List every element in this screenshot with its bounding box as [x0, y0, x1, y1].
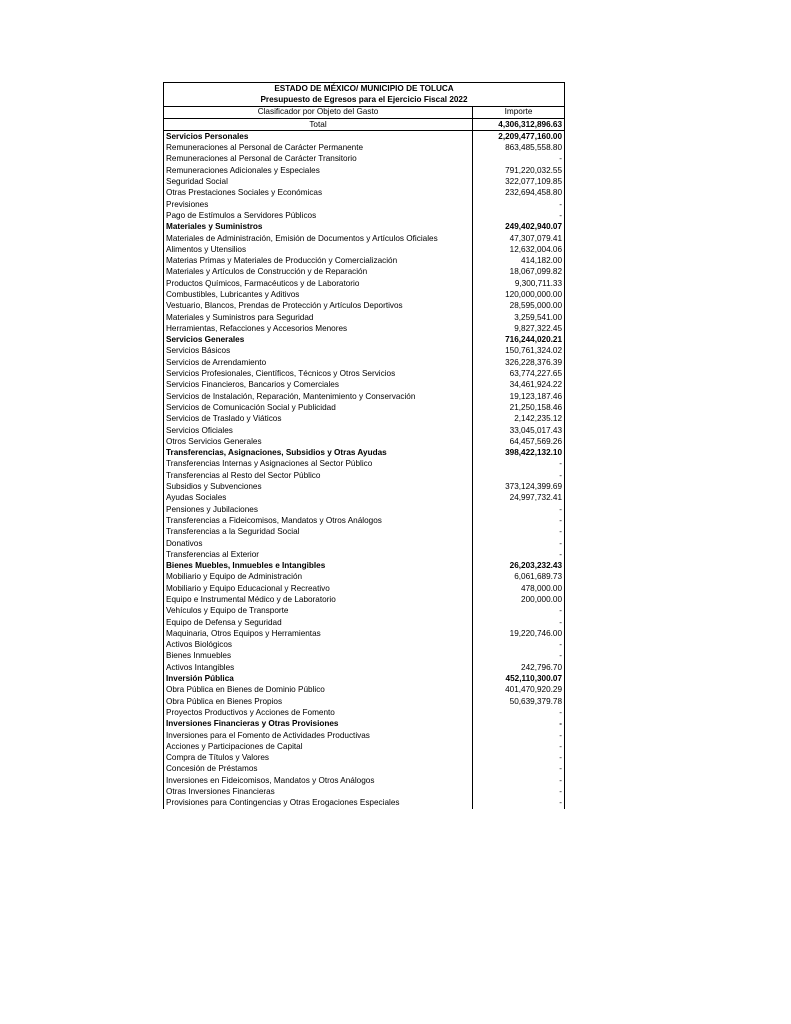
table-row: [164, 493, 565, 504]
table-row: [164, 741, 565, 752]
row-amount: 478,000.00: [473, 583, 565, 594]
table-row: [164, 662, 565, 673]
row-amount: 2,209,477,160.00: [473, 131, 565, 143]
row-label: Obra Pública en Bienes de Dominio Público: [164, 685, 473, 696]
table-row: [164, 391, 565, 402]
row-label: Bienes Muebles, Inmuebles e Intangibles: [164, 560, 473, 571]
row-amount: -: [473, 470, 565, 481]
table-row: [164, 640, 565, 651]
table-row: [164, 323, 565, 334]
row-amount: -: [473, 154, 565, 165]
row-amount: 120,000,000.00: [473, 289, 565, 300]
row-label: Activos Intangibles: [164, 662, 473, 673]
row-amount: 232,694,458.80: [473, 188, 565, 199]
table-row: [164, 425, 565, 436]
row-label: Obra Pública en Bienes Propios: [164, 696, 473, 707]
row-amount: -: [473, 640, 565, 651]
row-label: Materias Primas y Materiales de Producción y Comercialización: [164, 255, 473, 266]
row-label: Ayudas Sociales: [164, 493, 473, 504]
row-amount: 26,203,232.43: [473, 560, 565, 571]
table-row: [164, 606, 565, 617]
row-amount: -: [473, 764, 565, 775]
row-amount: -: [473, 798, 565, 809]
row-amount: -: [473, 707, 565, 718]
row-label: Alimentos y Utensilios: [164, 244, 473, 255]
row-label: Vehículos y Equipo de Transporte: [164, 606, 473, 617]
row-label: Servicios Básicos: [164, 346, 473, 357]
row-label: Servicios Personales: [164, 131, 473, 143]
row-label: Transferencias, Asignaciones, Subsidios y Otras Ayudas: [164, 448, 473, 459]
row-label: Subsidios y Subvenciones: [164, 481, 473, 492]
row-label: Acciones y Participaciones de Capital: [164, 741, 473, 752]
row-amount: -: [473, 719, 565, 730]
row-amount: 2,142,235.12: [473, 414, 565, 425]
row-amount: -: [473, 199, 565, 210]
category-row: [164, 719, 565, 730]
budget-table: [163, 82, 565, 809]
row-amount: 18,067,099.82: [473, 267, 565, 278]
row-label: Pensiones y Jubilaciones: [164, 504, 473, 515]
row-label: Servicios Oficiales: [164, 425, 473, 436]
row-amount: 200,000.00: [473, 594, 565, 605]
row-amount: -: [473, 753, 565, 764]
row-label: Materiales y Suministros: [164, 222, 473, 233]
row-amount: 34,461,924.22: [473, 380, 565, 391]
table-row: [164, 594, 565, 605]
table-row: [164, 504, 565, 515]
total-label: Total: [164, 118, 473, 130]
row-amount: -: [473, 606, 565, 617]
row-label: Materiales y Artículos de Construcción y de Reparación: [164, 267, 473, 278]
row-label: Otras Prestaciones Sociales y Económicas: [164, 188, 473, 199]
row-label: Otras Inversiones Financieras: [164, 786, 473, 797]
row-label: Equipo de Defensa y Seguridad: [164, 617, 473, 628]
row-label: Pago de Estímulos a Servidores Públicos: [164, 210, 473, 221]
category-row: [164, 673, 565, 684]
table-row: [164, 764, 565, 775]
document-title: ESTADO DE MÉXICO/ MUNICIPIO DE TOLUCA: [164, 83, 565, 95]
row-amount: 28,595,000.00: [473, 301, 565, 312]
row-label: Previsiones: [164, 199, 473, 210]
table-row: [164, 798, 565, 809]
table-row: [164, 515, 565, 526]
row-amount: -: [473, 549, 565, 560]
table-row: [164, 255, 565, 266]
row-label: Materiales de Administración, Emisión de Documentos y Artículos Oficiales: [164, 233, 473, 244]
row-amount: -: [473, 741, 565, 752]
table-row: [164, 628, 565, 639]
row-label: Servicios Financieros, Bancarios y Comerciales: [164, 380, 473, 391]
row-label: Servicios de Traslado y Viáticos: [164, 414, 473, 425]
row-label: Activos Biológicos: [164, 640, 473, 651]
row-amount: 863,485,558.80: [473, 142, 565, 153]
table-row: [164, 380, 565, 391]
row-amount: 63,774,227.65: [473, 368, 565, 379]
row-amount: 242,796.70: [473, 662, 565, 673]
table-row: [164, 176, 565, 187]
row-label: Vestuario, Blancos, Prendas de Protección y Artículos Deportivos: [164, 301, 473, 312]
total-row: [164, 118, 565, 130]
row-label: Bienes Inmuebles: [164, 651, 473, 662]
row-amount: 326,228,376.39: [473, 357, 565, 368]
table-row: [164, 436, 565, 447]
table-row: [164, 346, 565, 357]
table-row: [164, 527, 565, 538]
row-amount: -: [473, 775, 565, 786]
row-amount: 19,220,746.00: [473, 628, 565, 639]
subtitle-row: [164, 94, 565, 106]
row-label: Herramientas, Refacciones y Accesorios Menores: [164, 323, 473, 334]
table-row: [164, 617, 565, 628]
row-label: Transferencias al Resto del Sector Público: [164, 470, 473, 481]
row-label: Remuneraciones Adicionales y Especiales: [164, 165, 473, 176]
row-amount: 322,077,109.85: [473, 176, 565, 187]
table-row: [164, 459, 565, 470]
row-amount: 6,061,689.73: [473, 572, 565, 583]
category-row: [164, 448, 565, 459]
table-row: [164, 481, 565, 492]
row-label: Inversión Pública: [164, 673, 473, 684]
table-row: [164, 549, 565, 560]
row-label: Remuneraciones al Personal de Carácter Transitorio: [164, 154, 473, 165]
table-row: [164, 651, 565, 662]
table-row: [164, 199, 565, 210]
table-row: [164, 210, 565, 221]
row-amount: -: [473, 527, 565, 538]
row-amount: -: [473, 538, 565, 549]
row-amount: 150,761,324.02: [473, 346, 565, 357]
row-amount: 9,827,322.45: [473, 323, 565, 334]
table-row: [164, 583, 565, 594]
table-row: [164, 685, 565, 696]
row-amount: -: [473, 651, 565, 662]
table-row: [164, 188, 565, 199]
table-row: [164, 289, 565, 300]
row-label: Seguridad Social: [164, 176, 473, 187]
row-label: Remuneraciones al Personal de Carácter Permanente: [164, 142, 473, 153]
row-amount: 373,124,399.69: [473, 481, 565, 492]
category-row: [164, 222, 565, 233]
row-amount: 398,422,132.10: [473, 448, 565, 459]
row-label: Provisiones para Contingencias y Otras Erogaciones Especiales: [164, 798, 473, 809]
row-amount: 716,244,020.21: [473, 335, 565, 346]
row-label: Servicios de Arrendamiento: [164, 357, 473, 368]
column-header-row: [164, 106, 565, 118]
table-row: [164, 368, 565, 379]
row-label: Productos Químicos, Farmacéuticos y de Laboratorio: [164, 278, 473, 289]
table-row: [164, 301, 565, 312]
row-label: Proyectos Productivos y Acciones de Fomento: [164, 707, 473, 718]
row-amount: 33,045,017.43: [473, 425, 565, 436]
row-label: Servicios Generales: [164, 335, 473, 346]
row-amount: 50,639,379.78: [473, 696, 565, 707]
row-label: Servicios de Instalación, Reparación, Mantenimiento y Conservación: [164, 391, 473, 402]
table-row: [164, 572, 565, 583]
row-amount: 452,110,300.07: [473, 673, 565, 684]
row-amount: -: [473, 459, 565, 470]
table-row: [164, 696, 565, 707]
table-row: [164, 233, 565, 244]
row-amount: 24,997,732.41: [473, 493, 565, 504]
column-header-label: Clasificador por Objeto del Gasto: [164, 106, 473, 118]
table-row: [164, 538, 565, 549]
title-row: [164, 83, 565, 95]
table-row: [164, 402, 565, 413]
row-amount: -: [473, 617, 565, 628]
row-label: Servicios Profesionales, Científicos, Técnicos y Otros Servicios: [164, 368, 473, 379]
table-row: [164, 278, 565, 289]
row-amount: -: [473, 504, 565, 515]
table-row: [164, 753, 565, 764]
table-row: [164, 707, 565, 718]
total-amount: 4,306,312,896.63: [473, 118, 565, 130]
row-amount: 12,632,004.06: [473, 244, 565, 255]
table-row: [164, 357, 565, 368]
table-row: [164, 312, 565, 323]
row-label: Transferencias al Exterior: [164, 549, 473, 560]
row-label: Maquinaria, Otros Equipos y Herramientas: [164, 628, 473, 639]
column-header-amount: Importe: [473, 106, 565, 118]
row-amount: 47,307,079.41: [473, 233, 565, 244]
row-label: Materiales y Suministros para Seguridad: [164, 312, 473, 323]
row-amount: 401,470,920.29: [473, 685, 565, 696]
category-row: [164, 131, 565, 143]
category-row: [164, 335, 565, 346]
row-amount: 791,220,032.55: [473, 165, 565, 176]
table-row: [164, 414, 565, 425]
row-amount: 249,402,940.07: [473, 222, 565, 233]
table-row: [164, 142, 565, 153]
document-subtitle: Presupuesto de Egresos para el Ejercicio Fiscal 2022: [164, 94, 565, 106]
row-label: Equipo e Instrumental Médico y de Laboratorio: [164, 594, 473, 605]
row-amount: -: [473, 210, 565, 221]
row-label: Donativos: [164, 538, 473, 549]
row-label: Mobiliario y Equipo Educacional y Recreativo: [164, 583, 473, 594]
row-label: Compra de Títulos y Valores: [164, 753, 473, 764]
row-label: Transferencias Internas y Asignaciones al Sector Público: [164, 459, 473, 470]
row-amount: -: [473, 730, 565, 741]
row-amount: -: [473, 515, 565, 526]
row-amount: -: [473, 786, 565, 797]
row-label: Combustibles, Lubricantes y Aditivos: [164, 289, 473, 300]
table-row: [164, 165, 565, 176]
row-label: Concesión de Préstamos: [164, 764, 473, 775]
table-row: [164, 470, 565, 481]
row-label: Transferencias a Fideicomisos, Mandatos y Otros Análogos: [164, 515, 473, 526]
row-amount: 3,259,541.00: [473, 312, 565, 323]
row-label: Transferencias a la Seguridad Social: [164, 527, 473, 538]
row-amount: 414,182.00: [473, 255, 565, 266]
table-row: [164, 775, 565, 786]
row-label: Inversiones en Fideicomisos, Mandatos y Otros Análogos: [164, 775, 473, 786]
row-label: Inversiones para el Fomento de Actividades Productivas: [164, 730, 473, 741]
table-row: [164, 244, 565, 255]
table-row: [164, 267, 565, 278]
row-label: Inversiones Financieras y Otras Provisiones: [164, 719, 473, 730]
category-row: [164, 560, 565, 571]
row-label: Mobiliario y Equipo de Administración: [164, 572, 473, 583]
row-label: Servicios de Comunicación Social y Publicidad: [164, 402, 473, 413]
table-row: [164, 730, 565, 741]
row-amount: 64,457,569.26: [473, 436, 565, 447]
table-row: [164, 154, 565, 165]
row-amount: 21,250,158.46: [473, 402, 565, 413]
row-label: Otros Servicios Generales: [164, 436, 473, 447]
row-amount: 9,300,711.33: [473, 278, 565, 289]
row-amount: 19,123,187.46: [473, 391, 565, 402]
table-row: [164, 786, 565, 797]
